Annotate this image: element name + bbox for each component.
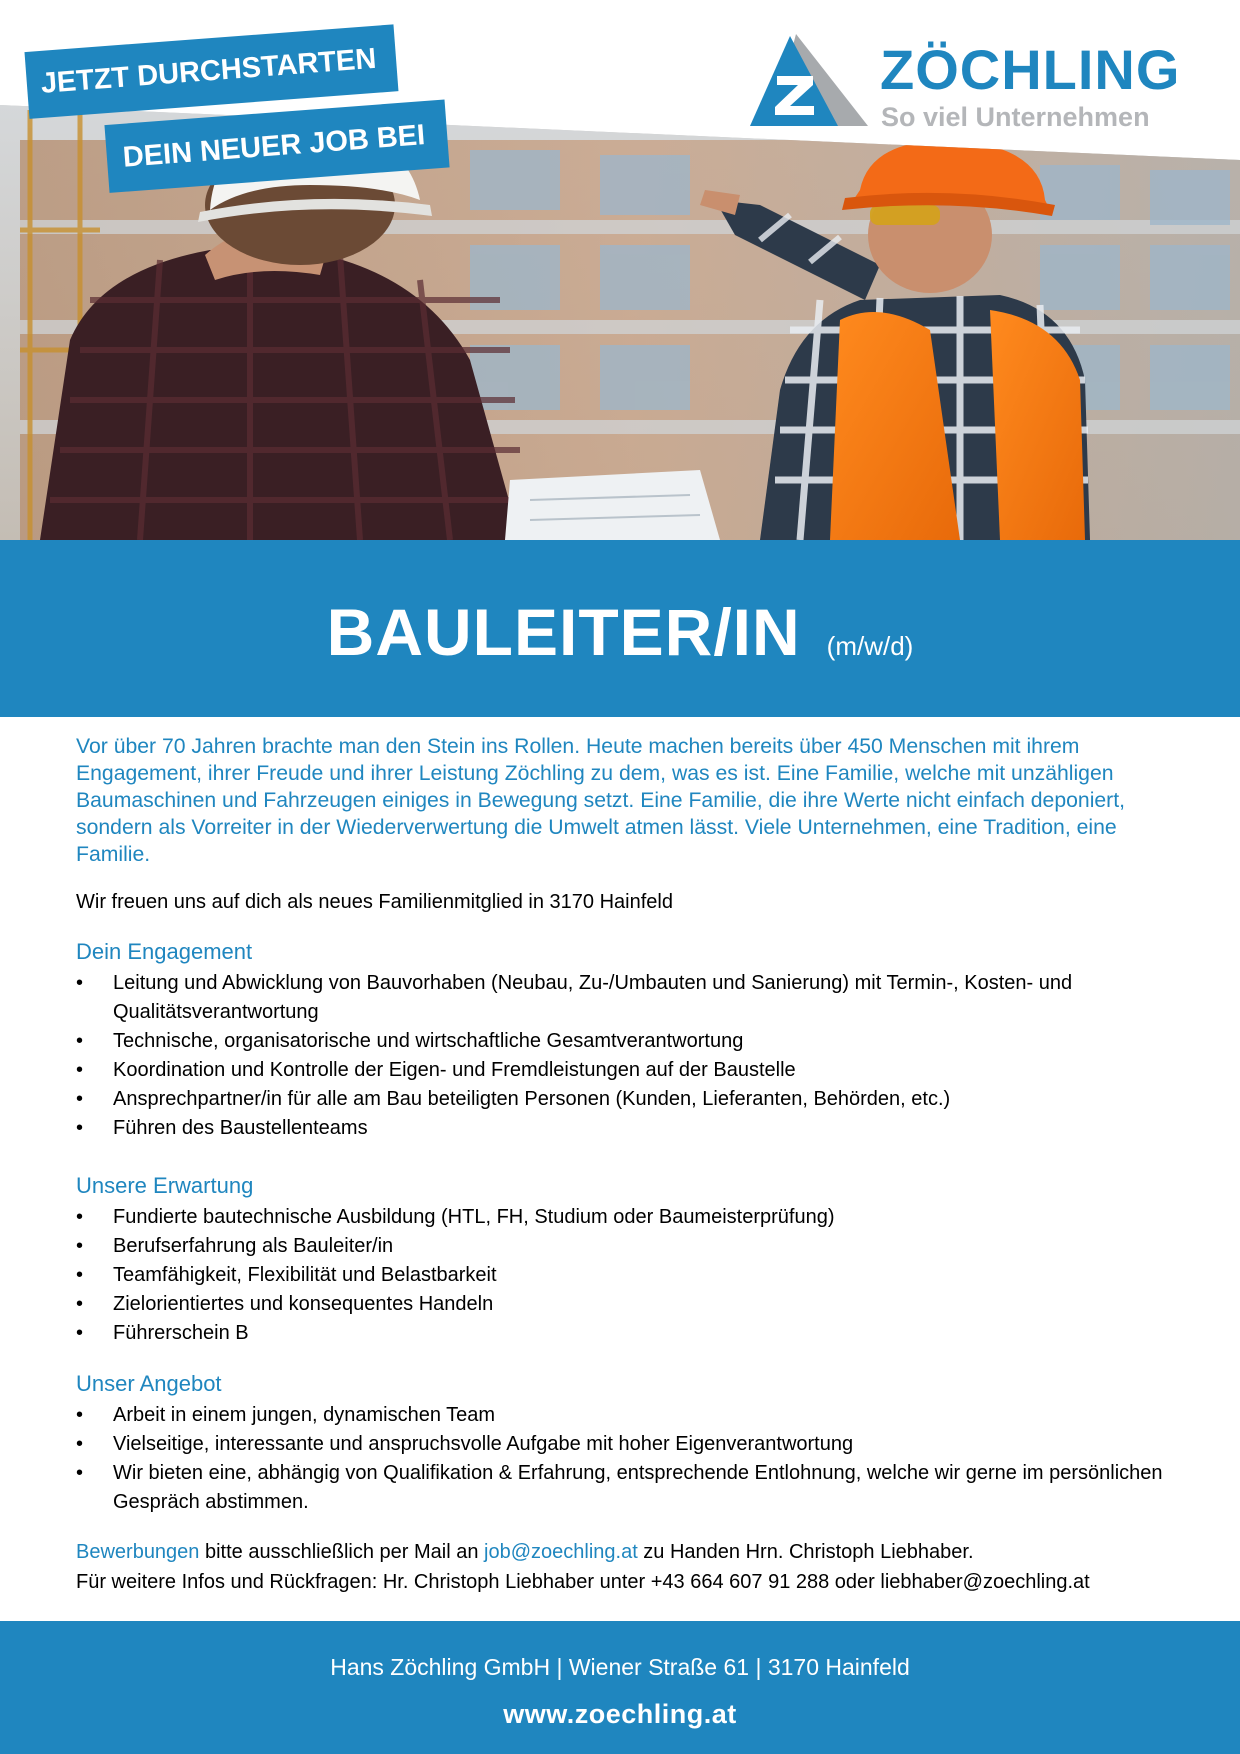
bullet-icon: • [76,1030,84,1052]
footer [0,1621,1240,1754]
bullet-icon: • [76,972,84,994]
list-item: • Führen des Baustellenteams [76,1114,1186,1143]
contact-line: Für weitere Infos und Rückfragen: Hr. Christoph Liebhaber unter +43 664 607 91 288 oder liebhaber@zoechling.at [76,1571,1090,1593]
bullet-icon: • [76,1088,84,1110]
list-item: • Koordination und Kontrolle der Eigen- und Fremdleistungen auf der Baustelle [76,1056,1186,1085]
list-item: • Berufserfahrung als Bauleiter/in [76,1232,1186,1261]
company-logo [750,34,1190,134]
logo-tagline: So viel Unternehmen [881,102,1150,132]
list-item: • Ansprechpartner/in für alle am Bau beteiligten Personen (Kunden, Lieferanten, Behörden, etc.) [76,1085,1186,1114]
banner-jetzt-durchstarten: JETZT DURCHSTARTEN [24,24,398,119]
bullet-icon: • [76,1293,84,1315]
bullet-icon: • [76,1264,84,1286]
section-heading-engagement: Dein Engagement [76,939,253,964]
section-heading-expectation: Unsere Erwartung [76,1173,254,1198]
job-gender-note: (m/w/d) [826,631,914,661]
bullet-icon: • [76,1462,84,1484]
list-item: • Wir bieten eine, abhängig von Qualifikation & Erfahrung, entsprechende Entlohnung, welche wir gerne im persönlichen Gespräch abstimmen. [76,1459,1186,1517]
application-email-link[interactable]: job@zoechling.at [484,1541,638,1563]
application-lead: Bewerbungen [76,1541,200,1563]
list-item: • Leitung und Abwicklung von Bauvorhaben (Neubau, Zu-/Umbauten und Sanierung) mit Termin-, Kosten- und Qualitätsverantwortung [76,969,1186,1027]
list-item: • Fundierte bautechnische Ausbildung (HTL, FH, Studium oder Baumeisterprüfung) [76,1203,1186,1232]
bullet-icon: • [76,1322,84,1344]
offer-list [76,1401,1186,1517]
welcome-line: Wir freuen uns auf dich als neues Familienmitglied in 3170 Hainfeld [76,891,673,913]
bullet-icon: • [76,1433,84,1455]
section-heading-offer: Unser Angebot [76,1371,222,1396]
expectation-list [76,1203,1186,1348]
banner-dein-neuer-job: DEIN NEUER JOB BEI [104,100,449,193]
list-item: • Führerschein B [76,1319,1186,1348]
bullet-icon: • [76,1206,84,1228]
footer-address: Hans Zöchling GmbH | Wiener Straße 61 | 3170 Hainfeld [330,1654,910,1680]
list-item: • Teamfähigkeit, Flexibilität und Belastbarkeit [76,1261,1186,1290]
bullet-icon: • [76,1117,84,1139]
footer-website-link[interactable]: www.zoechling.at [503,1699,737,1729]
engagement-list [76,969,1186,1143]
intro-paragraph: Vor über 70 Jahren brachte man den Stein ins Rollen. Heute machen bereits über 450 Menschen mit ihrem Engagement, ihrer Freude und ihrer Leistung Zöchling zu dem, was es ist. Eine Familie, welche mit unzähligen Baumaschinen und Fahrzeugen einiges in Bewegung setzt. Eine Familie, die ihre Werte nicht einfach deponiert, sondern als Vorreiter in der Wiederverwertung die Umwelt atmen lässt. Viele Unternehmen, eine Tradition, eine Familie. [76,735,1126,866]
list-item: • Vielseitige, interessante und anspruchsvolle Aufgabe mit hoher Eigenverantwortung [76,1430,1186,1459]
list-item: • Technische, organisatorische und wirtschaftliche Gesamtverantwortung [76,1027,1186,1056]
bullet-icon: • [76,1059,84,1081]
job-title: BAULEITER/IN [326,595,801,669]
bullet-icon: • [76,1404,84,1426]
list-item: • Zielorientiertes und konsequentes Handeln [76,1290,1186,1319]
application-info [76,1537,1186,1597]
logo-wordmark: ZÖCHLING [880,38,1181,101]
hero-section [0,0,1240,540]
job-description [76,733,1186,1597]
job-title-band [0,540,1240,717]
bullet-icon: • [76,1235,84,1257]
logo-triangle-icon [750,34,868,128]
application-line: Bewerbungen bitte ausschließlich per Mail an job@zoechling.at zu Handen Hrn. Christoph Liebhaber. [76,1541,974,1563]
list-item: • Arbeit in einem jungen, dynamischen Team [76,1401,1186,1430]
